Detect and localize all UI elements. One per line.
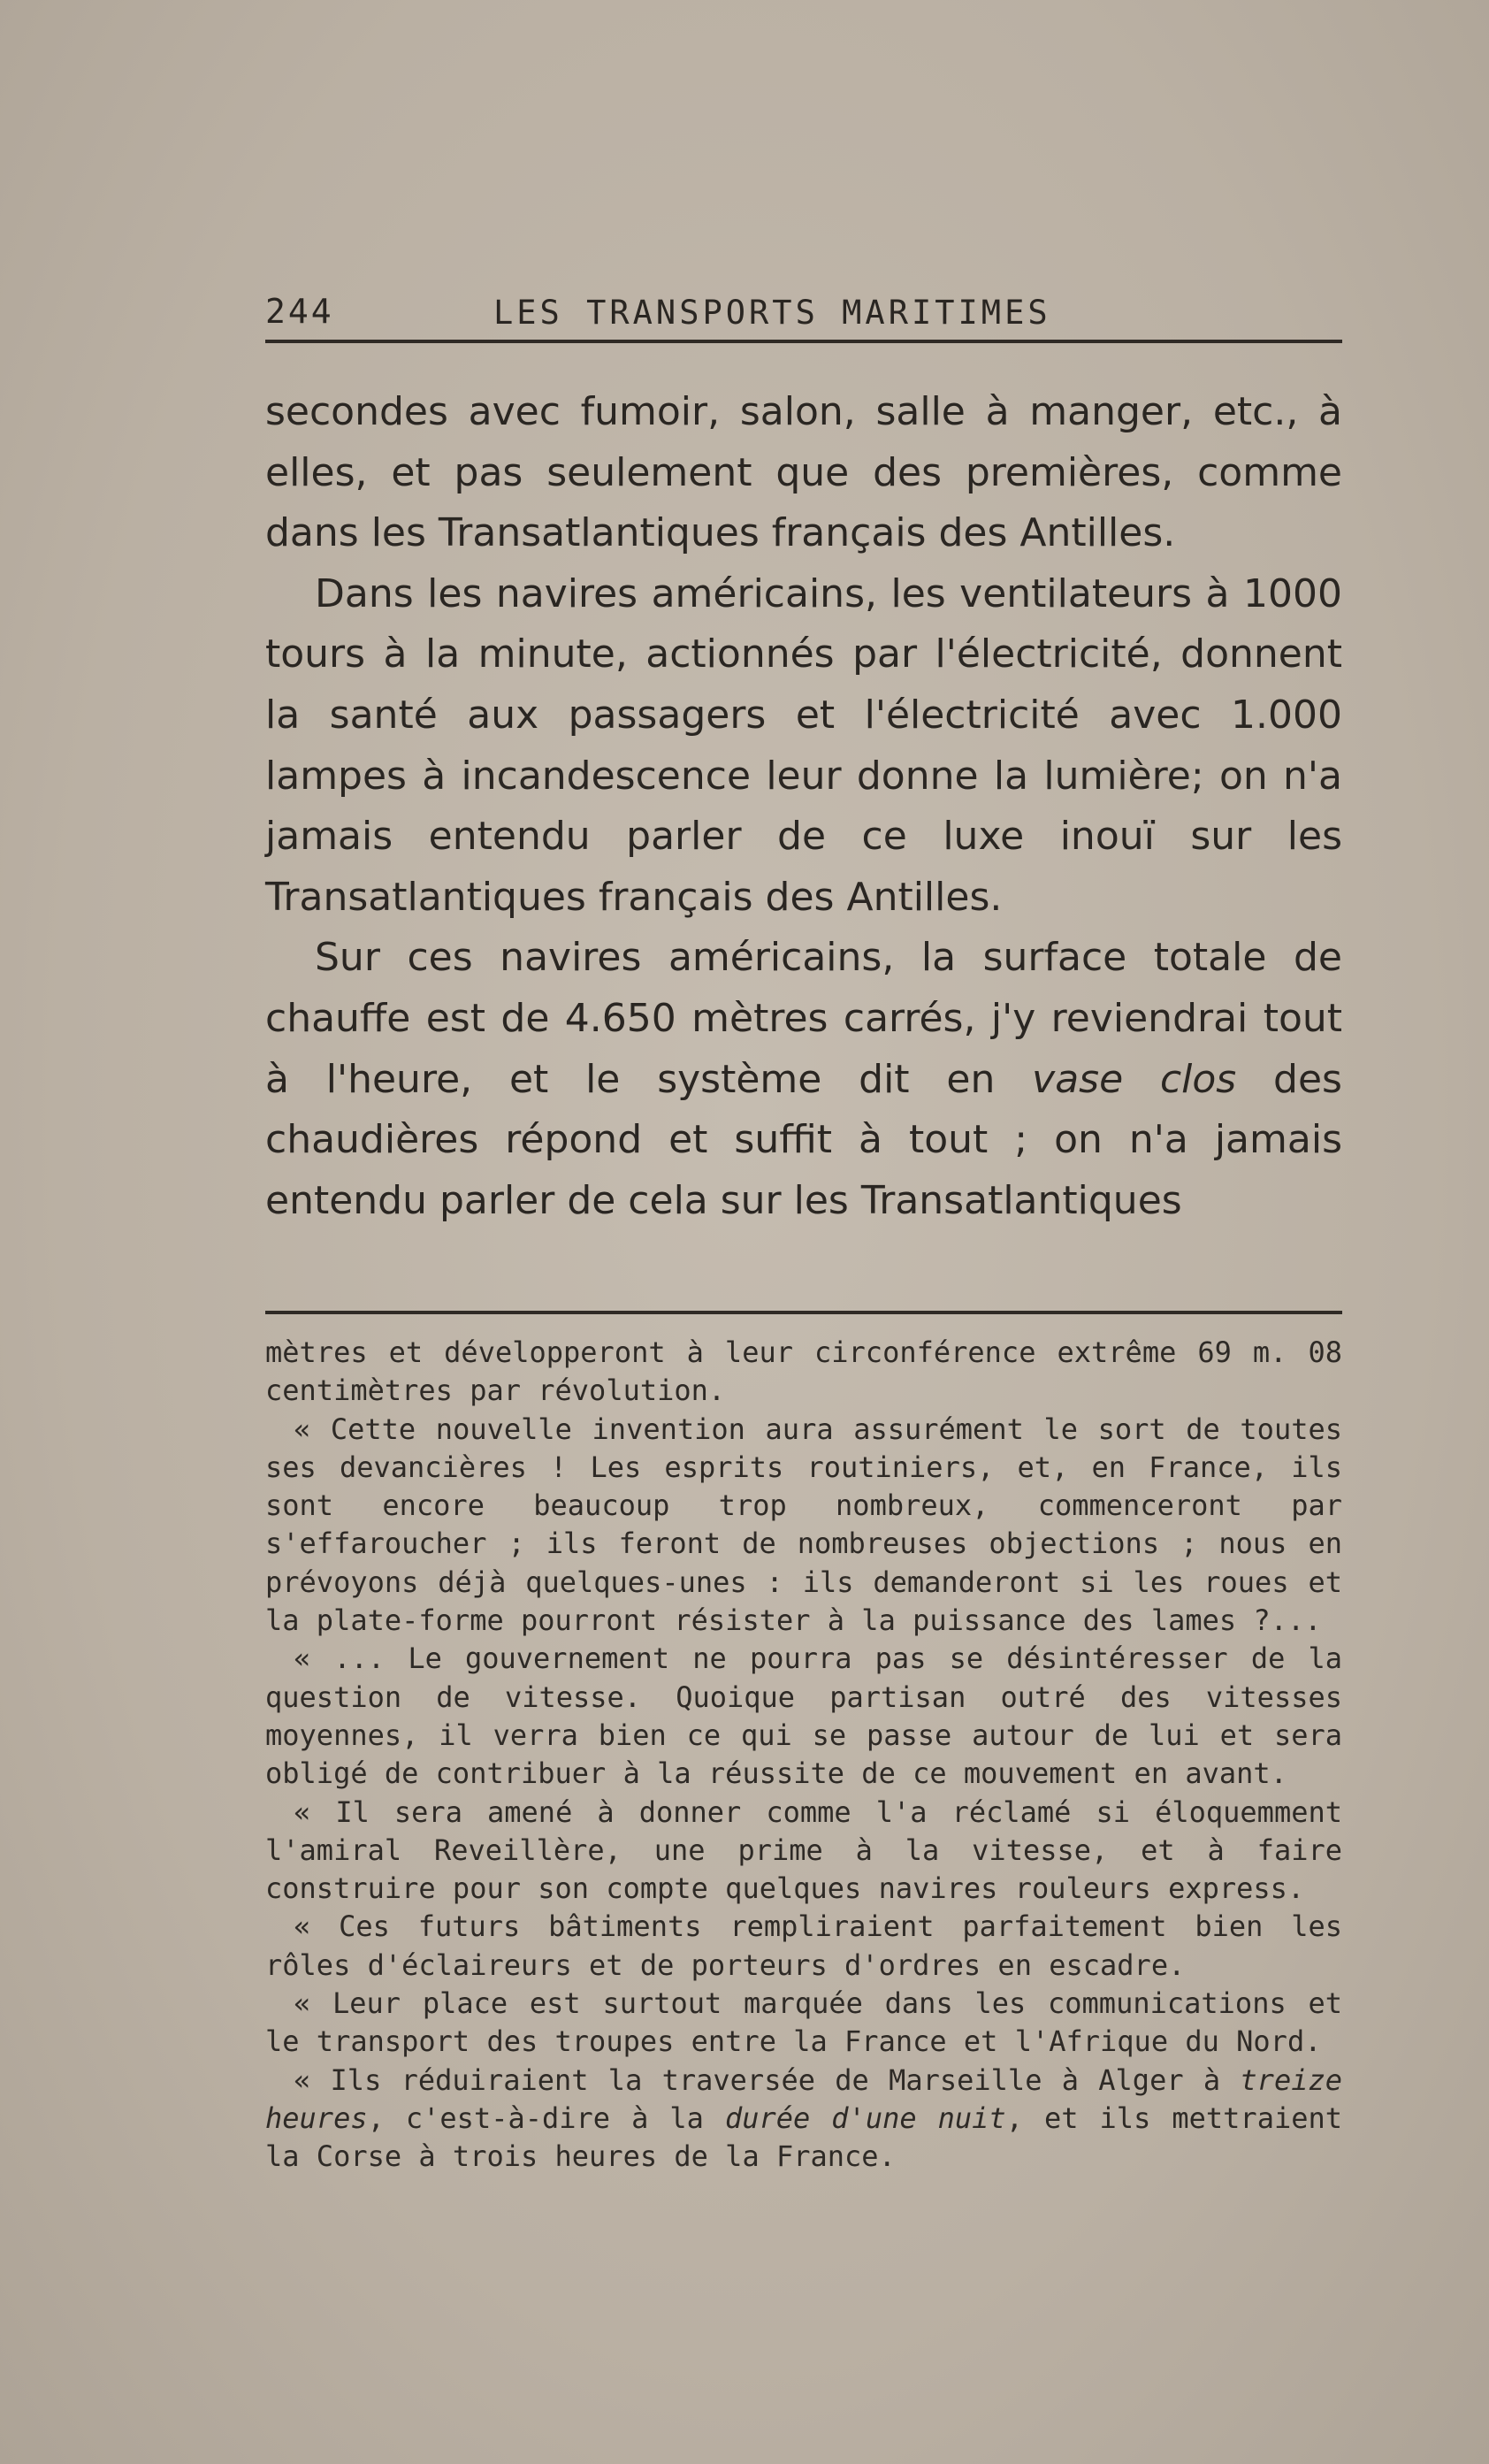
- footnote-paragraph: [265, 2062, 1342, 2177]
- text-run: Sur ces navires américains, la surface totale de chauffe est de 4.650 mètres carrés, j'y reviendrai tout à l'heure, et le système dit en: [265, 935, 1342, 1102]
- text-run: « Ils réduiraient la traversée de Marseille à Alger à: [294, 2062, 1241, 2097]
- footnote-paragraph: mètres et développeront à leur circonférence extrême 69 m. 08 centimètres par révolution.: [265, 1335, 1342, 1408]
- footnote-separator-rule: [265, 1311, 1342, 1314]
- paragraph: Dans les navires américains, les ventilateurs à 1000 tours à la minute, actionnés par l'électricité, donnent la santé aux passagers et l'électricité avec 1.000 lampes à incandescence leur donne la lumière; on n'a jamais entendu parler de ce luxe inouï sur les Transatlantiques français des Antilles.: [265, 570, 1342, 920]
- paragraph: [265, 928, 1342, 1231]
- running-title: LES TRANSPORTS MARITIMES: [493, 294, 1051, 332]
- page-number: 244: [265, 292, 334, 331]
- text-run: des chaudières répond et suffit à tout ; on n'a jamais entendu parler de cela sur les Transatlantiques: [265, 1056, 1342, 1223]
- text-run: , et ils mettraient la Corse à trois heures de la France.: [265, 2101, 1343, 2174]
- main-body-text: [265, 382, 1342, 1231]
- italic-text: durée d'une nuit: [724, 2101, 1006, 2135]
- footnote-text: [265, 1334, 1342, 2177]
- page-header: [265, 292, 1342, 345]
- footnote-paragraph: « Cette nouvelle invention aura assurément le sort de toutes ses devancières ! Les esprits routiniers, et, en France, ils sont encore beaucoup trop nombreux, commenceront par s'effaroucher ; ils feront de nombreuses objections ; nous en prévoyons déjà quelques-unes : ils demanderont si les roues et la plate-forme pourront résister à la puissance des lames ?...: [265, 1412, 1342, 1638]
- footnote-paragraph: « Leur place est surtout marquée dans les communications et le transport des troupes entre la France et l'Afrique du Nord.: [265, 1986, 1342, 2059]
- text-run: , c'est-à-dire à la: [367, 2101, 725, 2135]
- footnote-paragraph: « Ces futurs bâtiments rempliraient parfaitement bien les rôles d'éclaireurs et de porteurs d'ordres en escadre.: [265, 1909, 1342, 1982]
- paragraph: secondes avec fumoir, salon, salle à manger, etc., à elles, et pas seulement que des premières, comme dans les Transatlantiques français des Antilles.: [265, 389, 1342, 556]
- italic-text: treize heures: [265, 2062, 1342, 2135]
- italic-text: vase clos: [1032, 1056, 1237, 1102]
- footnote-paragraph: « Il sera amené à donner comme l'a réclamé si éloquemment l'amiral Reveillère, une prime à la vitesse, et à faire construire pour son compte quelques navires rouleurs express.: [265, 1794, 1342, 1906]
- header-rule: [265, 340, 1342, 343]
- footnote-paragraph: « ... Le gouvernement ne pourra pas se désintéresser de la question de vitesse. Quoique partisan outré des vitesses moyennes, il verra bien ce qui se passe autour de lui et sera obligé de contribuer à la réussite de ce mouvement en avant.: [265, 1641, 1342, 1791]
